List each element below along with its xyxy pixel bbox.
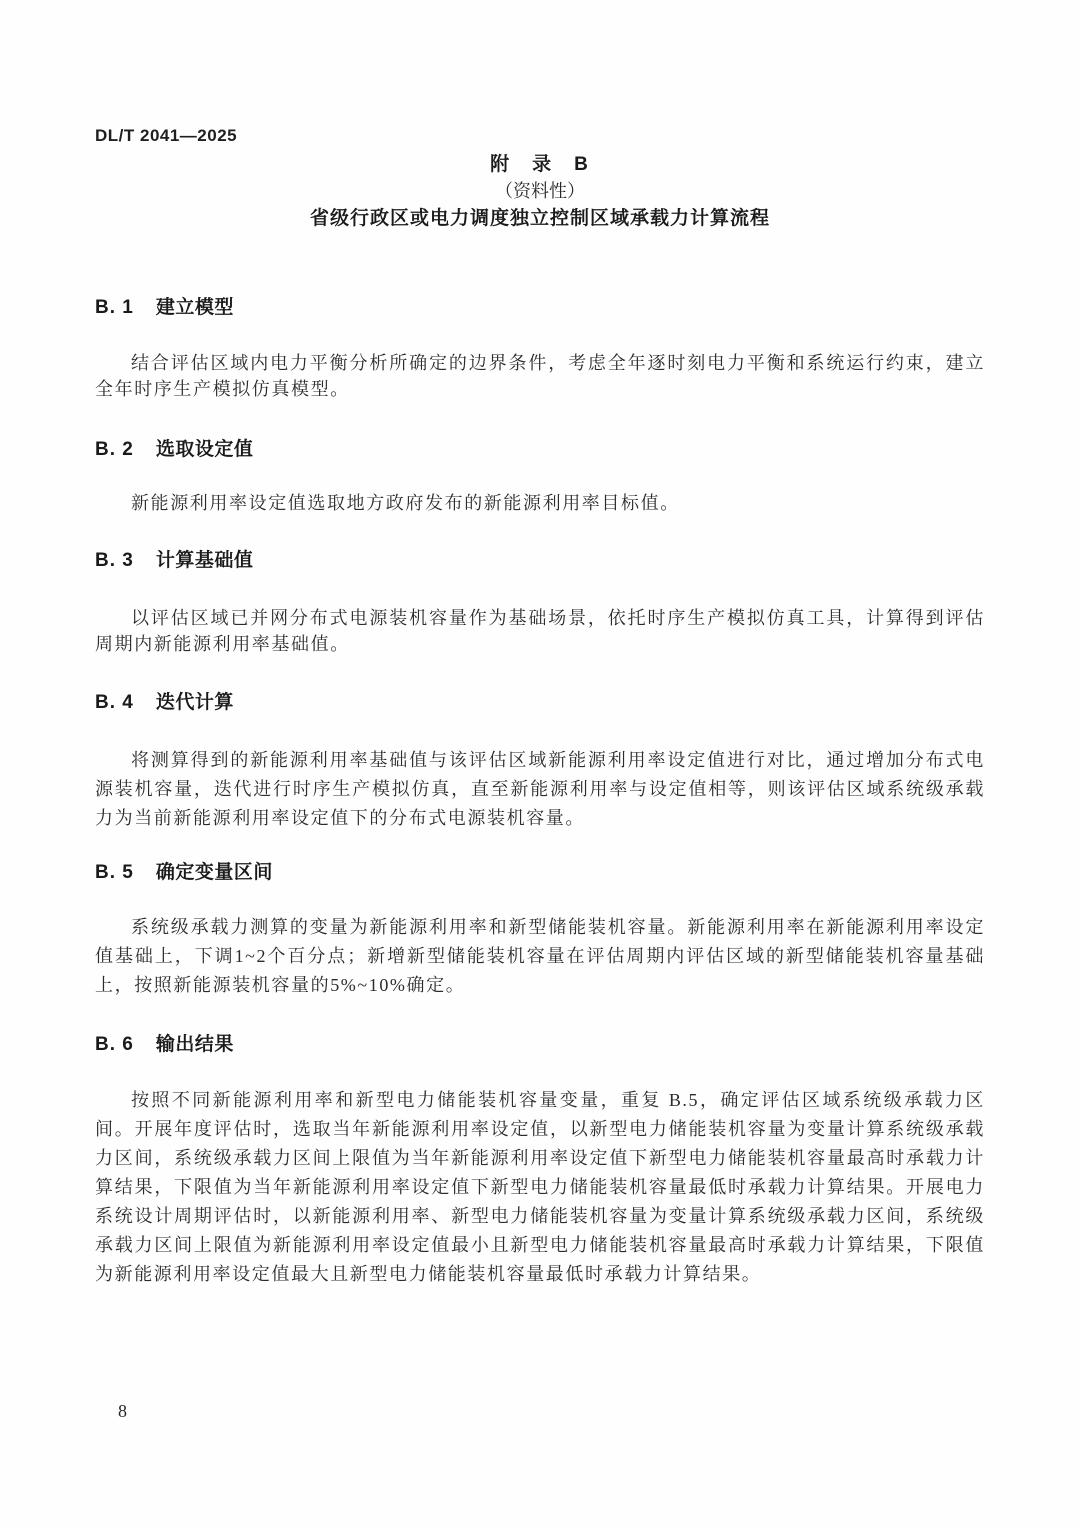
section-heading — [95, 297, 985, 319]
section-paragraph: 将测算得到的新能源利用率基础值与该评估区域新能源利用率设定值进行对比，通过增加分布式电源装机容量，迭代进行时序生产模拟仿真，直至新能源利用率与设定值相等，则该评估区域系统级承载力为当前新能源利用率设定值下的分布式电源装机容量。 — [95, 750, 985, 828]
page-number: 8 — [118, 1401, 127, 1421]
section-title: 确定变量区间 — [155, 862, 273, 883]
section-number: B. 6 — [95, 1034, 134, 1055]
section-paragraph: 系统级承载力测算的变量为新能源利用率和新型储能装机容量。新能源利用率在新能源利用率设定值基础上，下调1~2个百分点；新增新型储能装机容量在评估周期内评估区域的新型储能装机容量基础上，按照新能源装机容量的5%~10%确定。 — [95, 917, 985, 995]
appendix-label: 附 录 B — [490, 154, 590, 175]
section-number: B. 3 — [95, 550, 134, 571]
section-title: 输出结果 — [155, 1034, 234, 1055]
section-title: 选取设定值 — [155, 439, 254, 460]
section-title: 建立模型 — [155, 297, 234, 318]
section-paragraph: 按照不同新能源利用率和新型电力储能装机容量变量，重复 B.5，确定评估区域系统级承载力区间。开展年度评估时，选取当年新能源利用率设定值，以新型电力储能装机容量为变量计算系统级承载力区间，系统级承载力区间上限值为当年新能源利用率设定值下新型电力储能装机容量最高时承载力计算结果，下限值为当年新能源利用率设定值下新型电力储能装机容量最低时承载力计算结果。开展电力系统设计周期评估时，以新能源利用率、新型电力储能装机容量为变量计算系统级承载力区间，系统级承载力区间上限值为新能源利用率设定值最小且新型电力储能装机容量最高时承载力计算结果，下限值为新能源利用率设定值最大且新型电力储能装机容量最低时承载力计算结果。 — [95, 1090, 985, 1284]
section-number: B. 2 — [95, 439, 134, 460]
section-title: 迭代计算 — [155, 692, 234, 713]
section-b3 — [95, 550, 985, 657]
section-number: B. 4 — [95, 692, 134, 713]
section-heading — [95, 692, 985, 714]
standard-number: DL/T 2041—2025 — [95, 126, 238, 145]
section-b6 — [95, 1034, 985, 1289]
section-b5 — [95, 862, 985, 1000]
section-b1 — [95, 297, 985, 402]
appendix-title: 省级行政区或电力调度独立控制区域承载力计算流程 — [309, 208, 770, 229]
section-heading — [95, 1034, 985, 1056]
section-paragraph: 结合评估区域内电力平衡分析所确定的边界条件，考虑全年逐时刻电力平衡和系统运行约束，建立全年时序生产模拟仿真模型。 — [95, 353, 985, 399]
section-b2 — [95, 439, 985, 516]
section-paragraph: 新能源利用率设定值选取地方政府发布的新能源利用率目标值。 — [131, 493, 680, 513]
section-paragraph: 以评估区域已并网分布式电源装机容量作为基础场景，依托时序生产模拟仿真工具，计算得到评估周期内新能源利用率基础值。 — [95, 608, 985, 654]
section-number: B. 5 — [95, 862, 134, 883]
section-heading — [95, 439, 985, 461]
section-b4 — [95, 692, 985, 833]
appendix-informative-label: （资料性） — [495, 181, 585, 201]
section-heading — [95, 550, 985, 572]
section-title: 计算基础值 — [155, 550, 254, 571]
section-heading — [95, 862, 985, 884]
section-number: B. 1 — [95, 297, 134, 318]
